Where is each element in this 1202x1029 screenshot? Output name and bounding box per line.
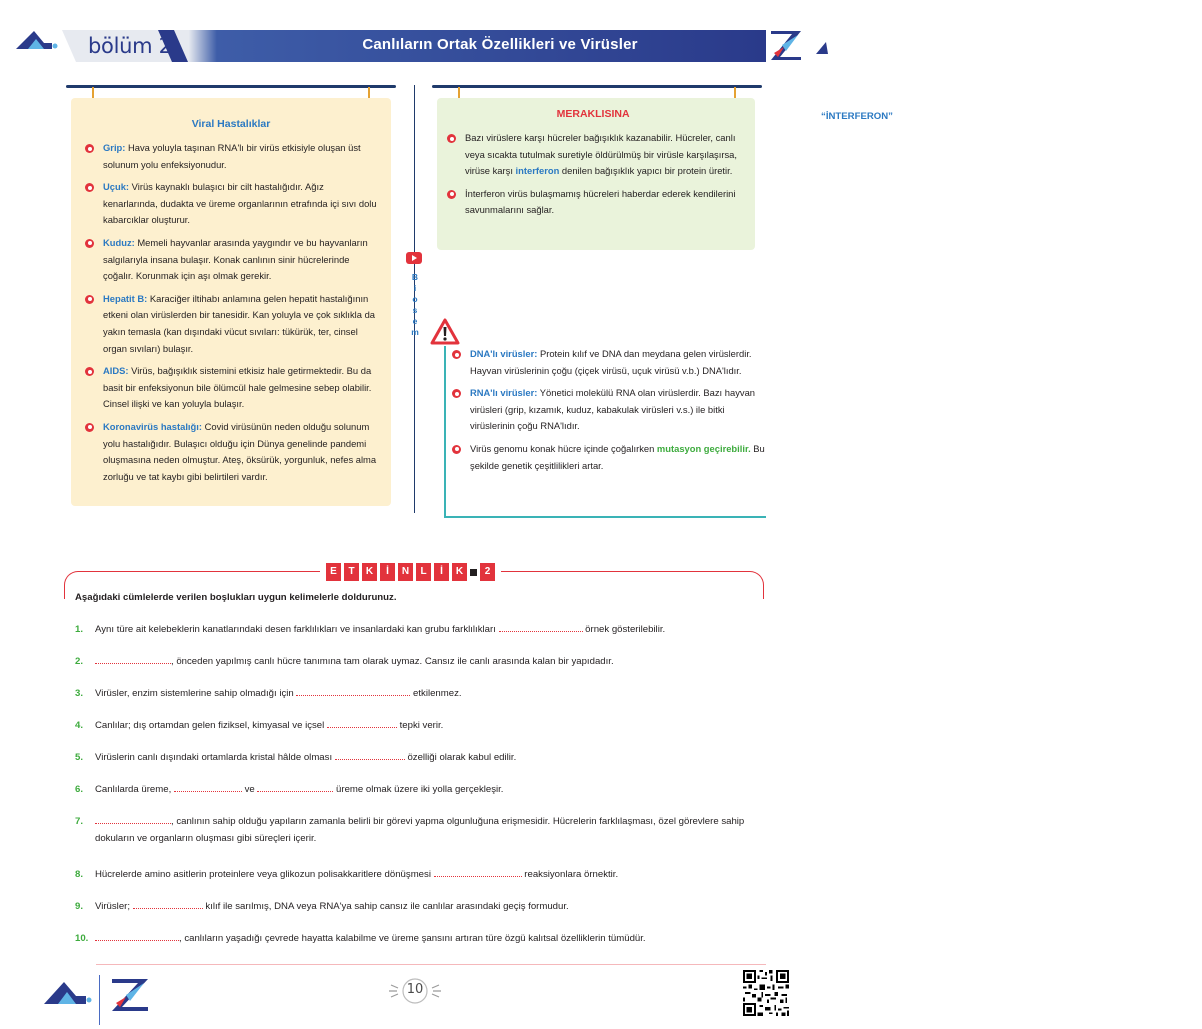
question bbox=[75, 653, 765, 670]
interferon-title-quote: “İNTERFERON” bbox=[821, 111, 893, 122]
activity-letter: N bbox=[398, 563, 413, 581]
right-top-rule bbox=[432, 85, 762, 88]
biosem-letter: m bbox=[411, 327, 419, 337]
disease-term: AIDS: bbox=[103, 365, 129, 377]
activity-letter: İ bbox=[434, 563, 449, 581]
notes-accent-line bbox=[444, 346, 446, 518]
answer-blank[interactable] bbox=[95, 653, 171, 664]
footer-separator bbox=[99, 975, 100, 1025]
question-number: 4. bbox=[75, 720, 84, 731]
interferon-list bbox=[445, 130, 745, 225]
interferon-title bbox=[437, 108, 893, 122]
bullet-icon bbox=[85, 239, 94, 248]
question-text: , önceden yapılmış canlı hücre tanımına tam olarak uymaz. Cansız ile canlı arasında kalan bir yapıdadır. bbox=[171, 656, 614, 667]
qr-code-icon[interactable] bbox=[743, 970, 789, 1016]
bullet-icon bbox=[85, 144, 94, 153]
left-top-rule bbox=[66, 85, 396, 88]
answer-blank[interactable] bbox=[95, 930, 179, 941]
note-term: DNA'lı virüsler: bbox=[470, 348, 538, 359]
interferon-text: İnterferon virüs bulaşmamış hücreleri haberdar ederek kendilerini savunmalarını sağlar. bbox=[465, 187, 736, 216]
answer-blank[interactable] bbox=[174, 781, 242, 792]
question-number: 5. bbox=[75, 752, 84, 763]
list-item bbox=[83, 235, 381, 285]
question-number: 2. bbox=[75, 656, 84, 667]
interferon-text: Bazı virüslere karşı hücreler bağışıklık kazanabilir. Hücreler, canlı veya sıcakta tutulmak suretiyle öldürülmüş bir virüsle karşılaşırsa, virüse karşı bbox=[465, 132, 737, 177]
bullet-icon bbox=[452, 350, 461, 359]
question bbox=[75, 749, 765, 766]
disease-text: Covid virüsünün neden olduğu solunum yolu hastalığıdır. Bulaşıcı olduğu için Dünya genelinde pandemi oluşmasına neden olmuştur. Ateş, öksürük, yorgunluk, nefes alma zorluğu ve tat kaybı gibi belirtileri vardır. bbox=[103, 420, 377, 482]
disease-term: Grip: bbox=[103, 142, 126, 153]
bullet-icon bbox=[85, 367, 94, 376]
disease-text: Memeli hayvanlar arasında yaygındır ve bu hayvanların salgılarıyla insana bulaşır. Konak canlının sinir hücrelerinde çoğalır. Korunmak için aşı olmak gerekir. bbox=[103, 236, 368, 282]
bullet-icon bbox=[85, 183, 94, 192]
disease-term: Koronavirüs hastalığı: bbox=[103, 420, 202, 432]
activity-badge bbox=[320, 563, 501, 581]
activity-instruction: Aşağıdaki cümlelerde verilen boşlukları uygun kelimelerle doldurunuz. bbox=[75, 592, 397, 603]
activity-letter: İ bbox=[380, 563, 395, 581]
question bbox=[75, 866, 765, 883]
page-number: 10 bbox=[406, 982, 424, 997]
answer-blank[interactable] bbox=[257, 781, 333, 792]
note-text: Virüs genomu konak hücre içinde çoğalırken bbox=[470, 442, 657, 454]
question bbox=[75, 621, 765, 638]
note-text: Yönetici molekülü RNA olan virüslerdir. Bazı hayvan virüsleri (grip, kızamık, kuduz, kabakulak virüsleri v.s.) ile bitki virüslerinin çoğu RNA'lıdır. bbox=[470, 387, 756, 432]
notes-accent-bar bbox=[444, 516, 766, 518]
question-number: 1. bbox=[75, 624, 84, 635]
biosem-letter: s bbox=[412, 305, 418, 315]
chapter-label: bölüm 2 bbox=[88, 34, 172, 58]
disease-text: Hava yoluyla taşınan RNA'lı bir virüs etkisiyle oluşan üst solunum yolu enfeksiyonudur. bbox=[103, 142, 361, 170]
note-term: RNA'lı virüsler: bbox=[470, 387, 538, 399]
biosem-letter: e bbox=[412, 316, 418, 326]
note-text: Bu şekilde genetik çeşitlilikleri artar. bbox=[470, 442, 765, 471]
biosem-label[interactable] bbox=[410, 272, 420, 338]
question-text: kılıf ile sarılmış, DNA veya RNA'ya sahip cansız ile canlılar arasındaki geçiş formudur. bbox=[202, 901, 569, 912]
note-text: Protein kılıf ve DNA dan meydana gelen virüslerdir. Hayvan virüslerinin çoğu (çiçek virüsü, uçuk virüsü v.b.) DNA'lıdır. bbox=[470, 348, 752, 376]
note-keyword: mutasyon geçirebilir. bbox=[656, 442, 751, 454]
activity-letter: K bbox=[452, 563, 467, 581]
brand-arrow-icon bbox=[14, 27, 58, 57]
question-number: 7. bbox=[75, 816, 84, 827]
viral-diseases-title: Viral Hastalıklar bbox=[191, 118, 271, 130]
question-text: Virüsler, enzim sistemlerine sahip olmadığı için bbox=[95, 688, 297, 699]
disease-term: Uçuk: bbox=[103, 181, 130, 193]
interferon-keyword: interferon bbox=[515, 165, 560, 177]
question bbox=[75, 930, 765, 947]
question-text: etkilenmez. bbox=[410, 688, 462, 699]
list-item bbox=[83, 179, 381, 229]
list-item bbox=[83, 363, 381, 413]
list-item bbox=[450, 441, 766, 474]
biosem-letter: o bbox=[412, 294, 418, 304]
answer-blank[interactable] bbox=[133, 898, 203, 909]
question bbox=[75, 898, 765, 915]
disease-term: Kuduz: bbox=[103, 236, 135, 248]
question-text: özelliği olarak kabul edilir. bbox=[404, 752, 517, 763]
interferon-box bbox=[437, 98, 893, 250]
bullet-icon bbox=[447, 134, 456, 143]
question-text: Canlılar; dış ortamdan gelen fiziksel, kimyasal ve içsel bbox=[95, 720, 327, 731]
question-number: 9. bbox=[75, 901, 84, 912]
answer-blank[interactable] bbox=[434, 866, 522, 877]
question-text: reaksiyonlara örnektir. bbox=[521, 869, 619, 880]
answer-blank[interactable] bbox=[499, 621, 583, 632]
viral-diseases-list bbox=[83, 140, 381, 491]
question-text: Canlılarda üreme, bbox=[95, 784, 174, 795]
question-text: Aynı türe ait kelebeklerin kanatlarındaki desen farklılıkları ve insanlardaki kan grubu farklılıkları bbox=[95, 624, 499, 635]
video-play-icon[interactable] bbox=[406, 252, 422, 264]
list-item bbox=[83, 140, 381, 173]
activity-letter: E bbox=[326, 563, 341, 581]
answer-blank[interactable] bbox=[327, 717, 397, 728]
bullet-icon bbox=[452, 445, 461, 454]
disease-text: Virüs kaynaklı bulaşıcı bir cilt hastalığıdır. Ağız kenarlarında, dudakta ve üreme organlarının etrafında içi sıvı dolu kabarcıklar oluşturur. bbox=[103, 181, 377, 226]
answer-blank[interactable] bbox=[296, 685, 410, 696]
activity-letter: L bbox=[416, 563, 431, 581]
page-title: Canlıların Ortak Özellikleri ve Virüsler bbox=[362, 36, 638, 53]
list-item bbox=[445, 130, 745, 180]
activity-separator bbox=[470, 569, 477, 576]
biosem-letter: B bbox=[411, 272, 419, 282]
answer-blank[interactable] bbox=[95, 813, 171, 824]
list-item bbox=[450, 346, 766, 379]
corner-arrow-icon bbox=[812, 40, 828, 54]
question-text: Virüslerin canlı dışındaki ortamlarda kristal hâlde olması bbox=[95, 752, 335, 763]
disease-text: Karaciğer iltihabı anlamına gelen hepatit hastalığının etkeni olan virüslerden bir tanesidir. Kan yoluyla ve çok sıklıkla da yakın temasla (kan dışındaki vücut sıvıları: tükürük, ter, cinsel organ sıvıları) bulaşır. bbox=[103, 292, 376, 354]
bottom-rule bbox=[96, 964, 766, 965]
question-number: 3. bbox=[75, 688, 84, 699]
question-number: 10. bbox=[75, 933, 89, 944]
z-logo-icon bbox=[768, 27, 804, 63]
interferon-title-label: MERAKLISINA bbox=[556, 108, 630, 120]
question-text: tepki verir. bbox=[396, 720, 444, 731]
question-number: 8. bbox=[75, 869, 84, 880]
answer-blank[interactable] bbox=[335, 749, 405, 760]
question bbox=[75, 717, 765, 734]
list-item bbox=[83, 291, 381, 357]
question-text: Hücrelerde amino asitlerin proteinlere veya glikozun polisakkaritlere dönüşmesi bbox=[95, 869, 434, 880]
question bbox=[75, 685, 765, 702]
question-text: , canlıların yaşadığı çevrede hayatta kalabilme ve üreme şansını artıran türe özgü kalıtsal özelliklerin tümüdür. bbox=[179, 933, 646, 944]
brand-arrow-icon bbox=[42, 978, 92, 1010]
activity-number: 2 bbox=[480, 563, 495, 581]
biosem-letter: i bbox=[413, 283, 417, 293]
activity-letter: K bbox=[362, 563, 377, 581]
disease-text: Virüs, bağışıklık sistemini etkisiz hale getirmektedir. Bu da basit bir enfeksiyonun bile ölümcül hale gelmesine sebep olabilir. Cinsel ilişki ve kan yoluyla bulaşır. bbox=[103, 365, 372, 410]
question bbox=[75, 813, 765, 847]
question bbox=[75, 781, 765, 798]
list-item bbox=[445, 186, 745, 219]
bullet-icon bbox=[85, 423, 94, 432]
interferon-text: denilen bağışıklık yapıcı bir protein üretir. bbox=[559, 165, 733, 177]
activity-letter: T bbox=[344, 563, 359, 581]
question-number: 6. bbox=[75, 784, 84, 795]
question-text: üreme olmak üzere iki yolla gerçekleşir. bbox=[333, 784, 504, 795]
bullet-icon bbox=[85, 295, 94, 304]
question-text: örnek gösterilebilir. bbox=[582, 624, 666, 635]
question-text: Virüsler; bbox=[95, 901, 133, 912]
bullet-icon bbox=[452, 389, 461, 398]
bullet-icon bbox=[447, 190, 456, 199]
question-text: ve bbox=[241, 784, 258, 795]
question-text: , canlının sahip olduğu yapıların zamanla belirli bir görevi yapma olgunluğuna erişmesidir. Hücrelerin farklılaşması, özel görevlere sahip dokuların ve organların oluşması gibi süreçleri içerir. bbox=[95, 816, 745, 844]
list-item bbox=[83, 419, 381, 485]
z-logo-icon bbox=[108, 975, 152, 1013]
virus-notes-list bbox=[450, 346, 766, 480]
warning-icon bbox=[430, 318, 460, 346]
viral-diseases-box bbox=[71, 98, 391, 506]
list-item bbox=[450, 385, 766, 435]
disease-term: Hepatit B: bbox=[103, 292, 148, 304]
